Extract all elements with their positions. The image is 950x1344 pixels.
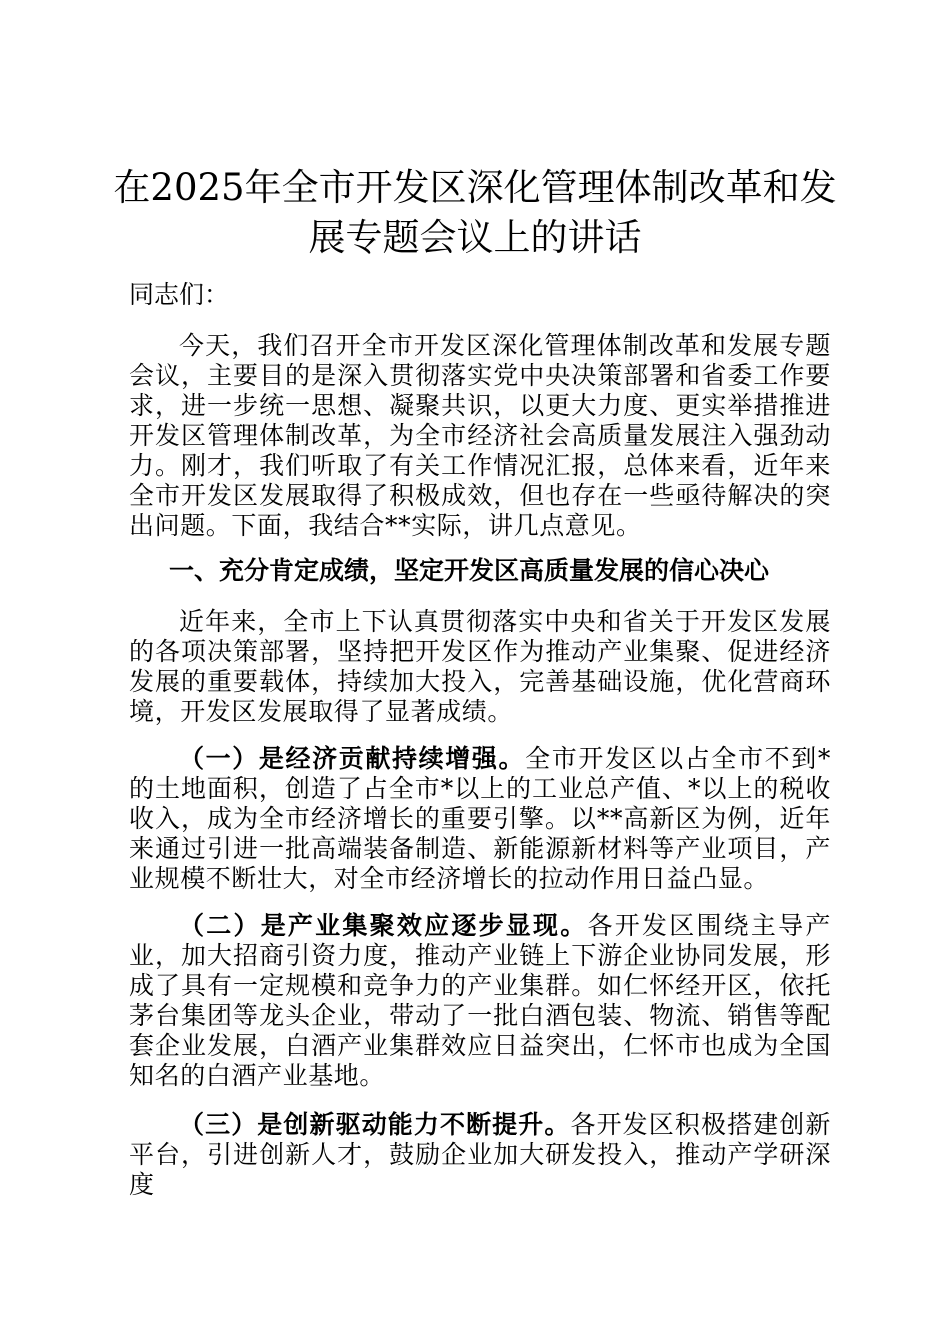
document-title: 在2025年全市开发区深化管理体制改革和发展专题会议上的讲话 [113,166,837,259]
point-2-lead: （二）是产业集聚效应逐步显现。 [179,911,588,940]
point-3-paragraph [129,1110,831,1200]
greeting: 同志们： [129,280,230,309]
point-3-text: 各开发区积极搭建创新平台，引进创新人才，鼓励企业加大研发投入，推动产学研深度 [129,1110,831,1199]
point-2-paragraph [129,911,831,1091]
intro-paragraph: 今天，我们召开全市开发区深化管理体制改革和发展专题会议，主要目的是深入贯彻落实党中央决策部署和省委工作要求，进一步统一思想、凝聚共识，以更大力度、更实举措推进开发区管理体制改革，为全市经济社会高质量发展注入强劲动力。刚才，我们听取了有关工作情况汇报，总体来看，近年来全市开发区发展取得了积极成效，但也存在一些亟待解决的突出问题。下面，我结合**实际，讲几点意见。 [129,331,831,540]
point-3-lead: （三）是创新驱动能力不断提升。 [179,1110,571,1139]
point-1-paragraph [129,744,831,894]
point-1-lead: （一）是经济贡献持续增强。 [179,744,526,773]
point-2-text: 各开发区围绕主导产业，加大招商引资力度，推动产业链上下游企业协同发展，形成了具有一定规模和竞争力的产业集群。如仁怀经开区，依托茅台集团等龙头企业，带动了一批白酒包装、物流、销售等配套企业发展，白酒产业集群效应日益突出，仁怀市也成为全国知名的白酒产业基地。 [129,911,831,1090]
point-1-text: 全市开发区以占全市不到*的土地面积，创造了占全市*以上的工业总产值、*以上的税收收入，成为全市经济增长的重要引擎。以**高新区为例，近年来通过引进一批高端装备制造、新能源新材料等产业项目，产业规模不断壮大，对全市经济增长的拉动作用日益凸显。 [129,744,832,893]
section-1-heading: 一、充分肯定成绩，坚定开发区高质量发展的信心决心 [169,556,770,585]
section-1-intro-paragraph: 近年来，全市上下认真贯彻落实中央和省关于开发区发展的各项决策部署，坚持把开发区作为推动产业集聚、促进经济发展的重要载体，持续加大投入，完善基础设施，优化营商环境，开发区发展取得了显著成绩。 [129,607,831,726]
